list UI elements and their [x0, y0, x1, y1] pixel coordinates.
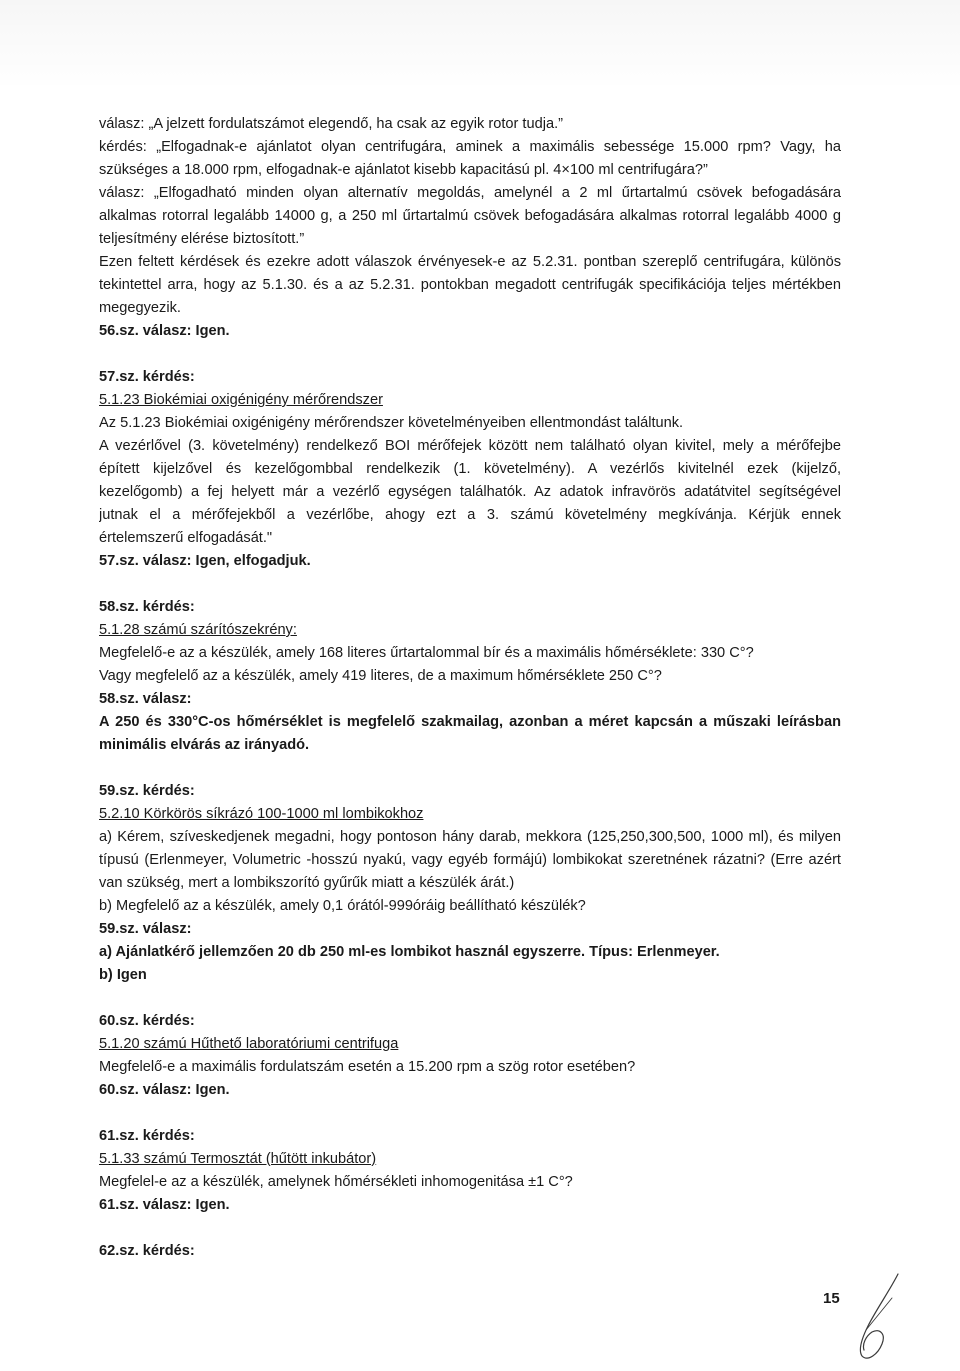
document-body	[99, 113, 841, 1263]
question-57-text-6: értelemszerű elfogadását."	[99, 530, 273, 546]
question-57-subject: 5.1.23 Biokémiai oxigénigény mérőrendszer	[99, 392, 383, 408]
question-60-heading: 60.sz. kérdés:	[99, 1013, 195, 1029]
answer-60: 60.sz. válasz: Igen.	[99, 1082, 230, 1098]
answer-56: 56.sz. válasz: Igen.	[99, 323, 230, 339]
question-58-heading: 58.sz. kérdés:	[99, 599, 195, 615]
question-59-heading: 59.sz. kérdés:	[99, 783, 195, 799]
question-57-text-5: jutnak el a mérőfejekből a vezérlőbe, ahogy ezt a 3. számú követelmény megkívánja. Kérjük ennek	[99, 507, 841, 523]
question-56-summary-2: tekintettel arra, hogy az 5.1.30. és a az 5.2.31. pontokban megadott centrifugák specifikációja teljes mértékben	[99, 277, 841, 293]
question-61-text: Megfelel-e az a készülék, amelynek hőmérsékleti inhomogenitása ±1 C°?	[99, 1174, 573, 1190]
question-59-text-4: b) Megfelelő az a készülék, amely 0,1 órától-999óráig beállítható készülék?	[99, 898, 586, 914]
spacer	[99, 987, 841, 1010]
question-62-heading: 62.sz. kérdés:	[99, 1243, 195, 1259]
question-59-text-2: típusú (Erlenmeyer, Volumetric -hosszú nyakú, vagy egyéb formájú) lombikokat szeretnének rázatni? (Erre azért	[99, 852, 841, 868]
question-57-text-4: kezelőgomb) a fej helyett már a vezérlő egységen találhatók. Az adatok infravörös adatátvitel segítségével	[99, 484, 841, 500]
question-57-text-3: épített kijelzővel és kezelőgombbal rendelkezik (1. követelmény). A vezérlős kivitelnél ezek (kijelző,	[99, 461, 841, 477]
question-56-part-1: kérdés: „Elfogadnak-e ajánlatot olyan centrifugára, aminek a maximális sebessége 15.000 rpm? Vagy, ha	[99, 139, 841, 155]
spacer	[99, 757, 841, 780]
question-58-text-2: Vagy megfelelő az a készülék, amely 419 literes, de a maximum hőmérséklete 250 C°?	[99, 668, 662, 684]
question-59-text-1: a) Kérem, szíveskedjenek megadni, hogy pontoson hány darab, mekkora (125,250,300,500, 1000 ml), és milyen	[99, 829, 841, 845]
page-number: 15	[823, 1290, 840, 1307]
answer-59-heading: 59.sz. válasz:	[99, 921, 192, 937]
answer-56-part-3: teljesítmény elérése biztosított.”	[99, 231, 305, 247]
question-59-subject: 5.2.10 Körkörös síkrázó 100-1000 ml lombikokhoz	[99, 806, 424, 822]
answer-56-part-1: válasz: „Elfogadható minden olyan alternatív megoldás, amelynél a 2 ml űrtartalmú csövek befogadására	[99, 185, 841, 201]
answer-56-part-2: alkalmas rotorral legalább 14000 g, a 250 ml űrtartalmú csövek befogadására alkalmas rotorral legalább 4000 g	[99, 208, 841, 224]
question-58-subject: 5.1.28 számú szárítószekrény:	[99, 622, 297, 638]
question-61-heading: 61.sz. kérdés:	[99, 1128, 195, 1144]
spacer	[99, 343, 841, 366]
question-57-heading: 57.sz. kérdés:	[99, 369, 195, 385]
spacer	[99, 573, 841, 596]
question-56-summary-3: megegyezik.	[99, 300, 181, 316]
spacer	[99, 1217, 841, 1240]
spacer	[99, 1102, 841, 1125]
answer-61: 61.sz. válasz: Igen.	[99, 1197, 230, 1213]
handwritten-initial-signature	[846, 1268, 906, 1363]
answer-56-prev-1: válasz: „A jelzett fordulatszámot elegendő, ha csak az egyik rotor tudja.”	[99, 116, 563, 132]
question-61-subject: 5.1.33 számú Termosztát (hűtött inkubátor)	[99, 1151, 377, 1167]
answer-57: 57.sz. válasz: Igen, elfogadjuk.	[99, 553, 311, 569]
answer-58-text-1: A 250 és 330°C-os hőmérséklet is megfelelő szakmailag, azonban a méret kapcsán a műszaki leírásban	[99, 714, 841, 730]
question-56-part-2: szükséges a 18.000 rpm, elfogadnak-e ajánlatot kisebb kapacitású pl. 4×100 ml centrifugára?”	[99, 162, 708, 178]
answer-59-text-2: b) Igen	[99, 967, 147, 983]
question-60-text: Megfelelő-e a maximális fordulatszám esetén a 15.200 rpm a szög rotor esetében?	[99, 1059, 636, 1075]
question-58-text-1: Megfelelő-e az a készülék, amely 168 literes űrtartalommal bír és a maximális hőmérséklete: 330 C°?	[99, 645, 754, 661]
answer-58-text-2: minimális elvárás az irányadó.	[99, 737, 310, 753]
question-57-text-2: A vezérlővel (3. követelmény) rendelkező BOI mérőfejek között nem található olyan kivitel, mely a mérőfejbe	[99, 438, 841, 454]
question-56-summary-1: Ezen feltett kérdések és ezekre adott válaszok érvényesek-e az 5.2.31. pontban szereplő centrifugára, különös	[99, 254, 841, 270]
answer-59-text-1: a) Ajánlatkérő jellemzően 20 db 250 ml-es lombikot használ egyszerre. Típus: Erlenmeyer.	[99, 944, 720, 960]
scan-shading	[0, 0, 960, 90]
question-57-text-1: Az 5.1.23 Biokémiai oxigénigény mérőrendszer követelményeiben ellentmondást találtunk.	[99, 415, 684, 431]
answer-58-heading: 58.sz. válasz:	[99, 691, 192, 707]
question-59-text-3: van szükség, mert a lombikszorító gyűrűk miatt a készülék árát.)	[99, 875, 515, 891]
question-60-subject: 5.1.20 számú Hűthető laboratóriumi centrifuga	[99, 1036, 399, 1052]
